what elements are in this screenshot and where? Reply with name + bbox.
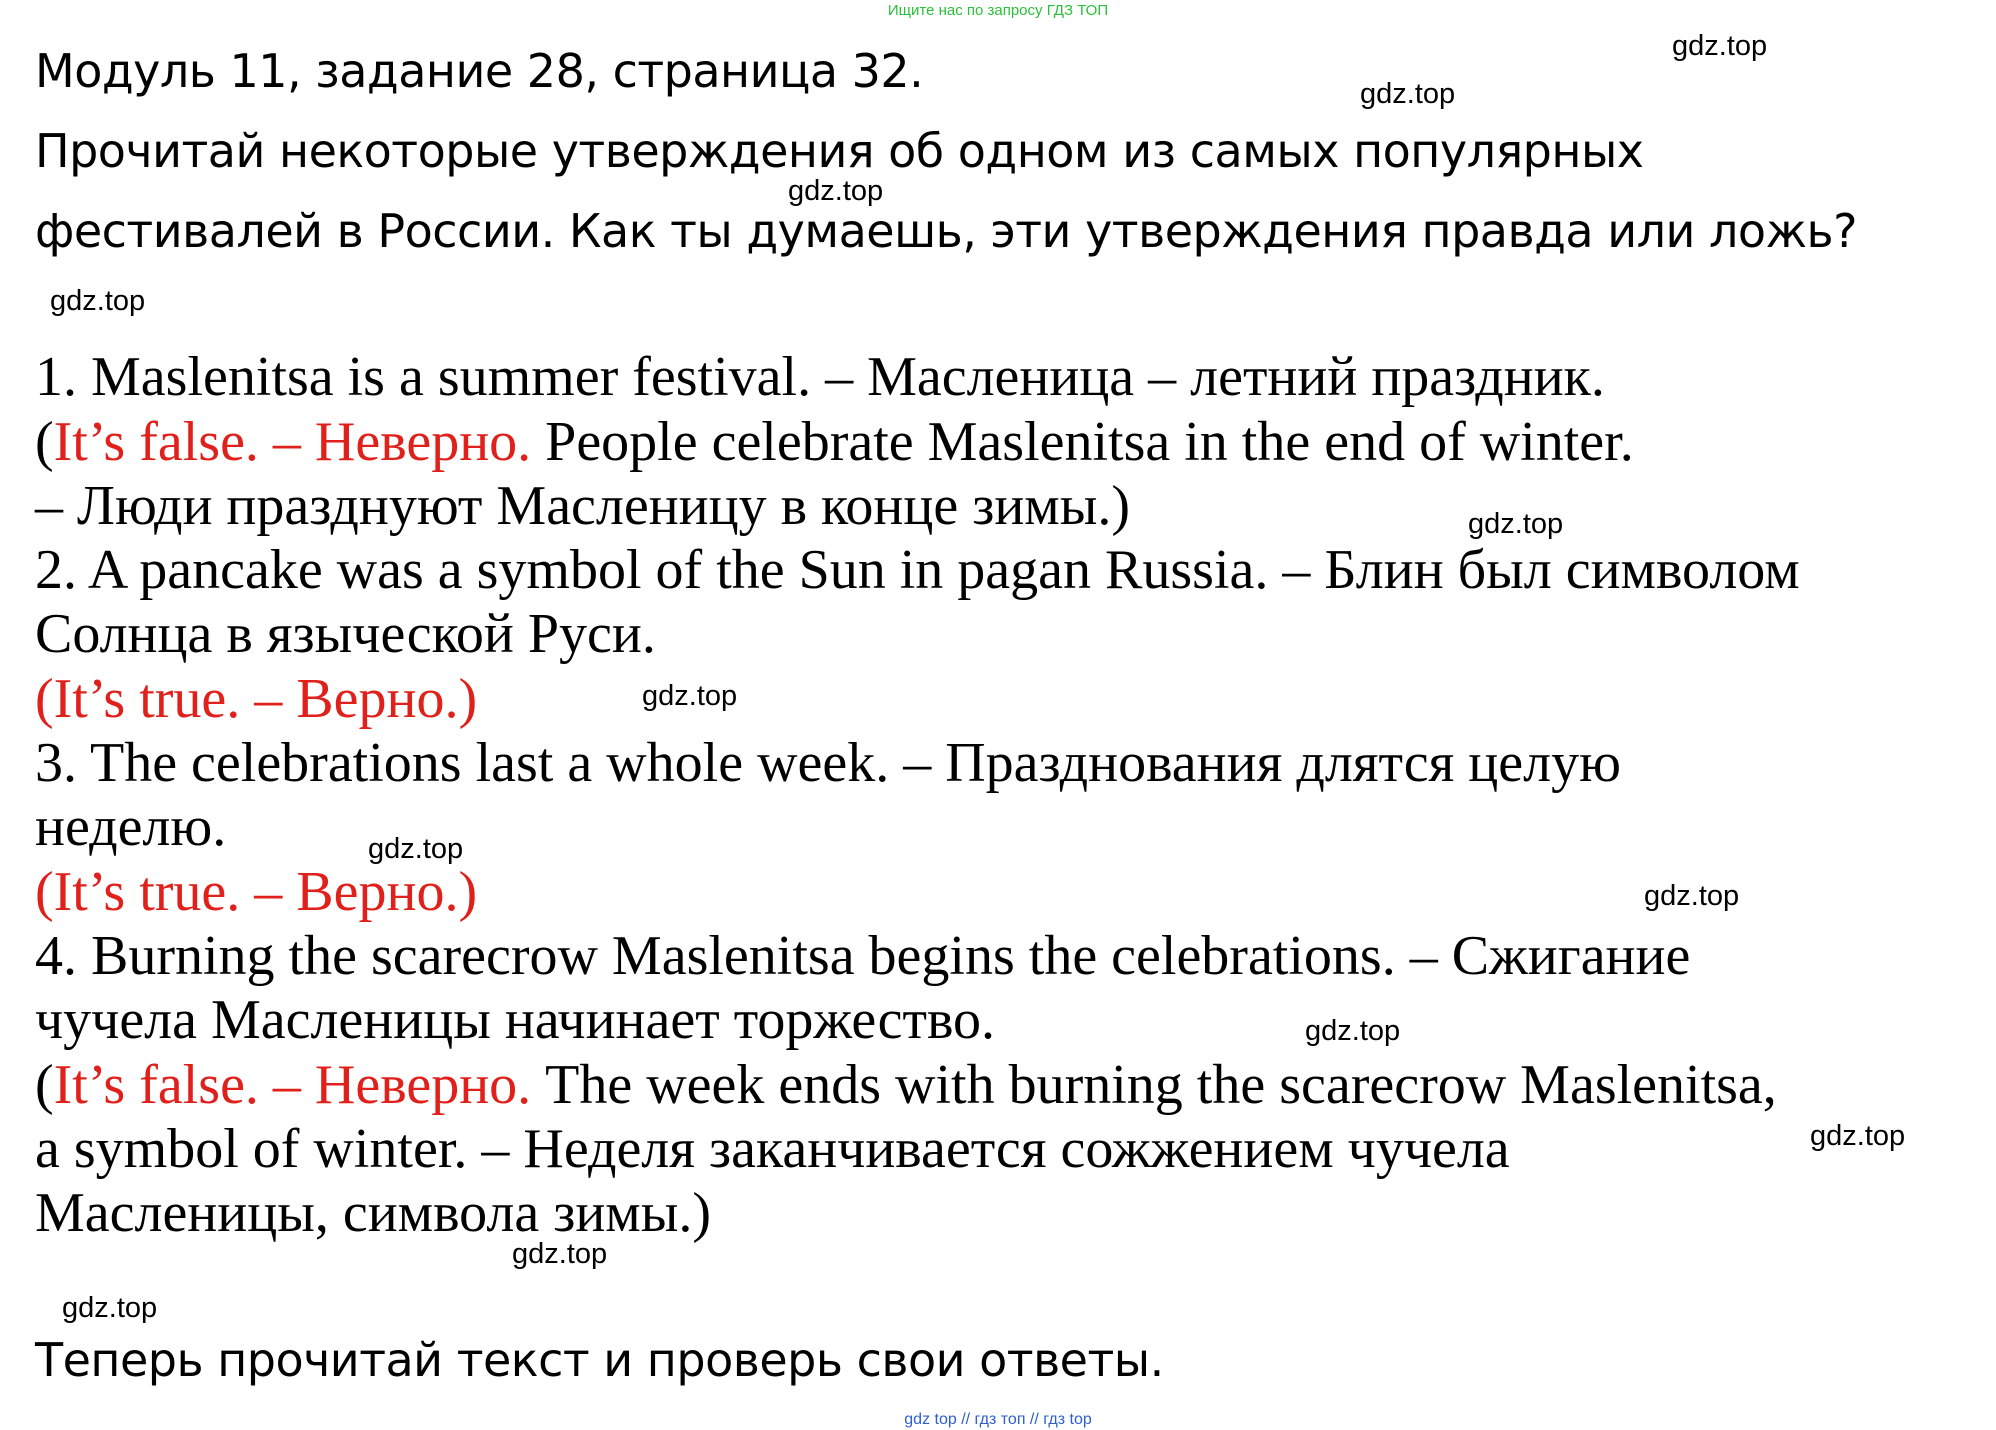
instruction-line-1: Прочитай некоторые утверждения об одном из самых популярных: [35, 124, 1644, 178]
answer-4-open-paren: (: [35, 1054, 54, 1116]
answer-4-line-1: [35, 1053, 1777, 1117]
watermark: gdz.top: [512, 1238, 608, 1270]
watermark: gdz.top: [1644, 880, 1740, 912]
answer-2: (It’s true. – Верно.): [35, 668, 478, 730]
statement-4-line-2: чучела Масленицы начинает торжество.: [35, 989, 996, 1051]
watermark: gdz.top: [62, 1292, 158, 1324]
instruction-line-2: фестивалей в России. Как ты думаешь, эти утверждения правда или ложь?: [35, 204, 1858, 258]
answer-3: (It’s true. – Верно.): [35, 861, 478, 923]
watermark: gdz.top: [642, 680, 738, 712]
statement-2-line-2: Солнца в языческой Руси.: [35, 603, 656, 665]
answer-1-line-2: – Люди празднуют Масленицу в конце зимы.): [35, 475, 1131, 537]
page-title: Модуль 11, задание 28, страница 32.: [35, 44, 924, 98]
answer-4-explanation: The week ends with burning the scarecrow Maslenitsa,: [531, 1054, 1777, 1116]
statement-3-line-2: неделю.: [35, 796, 227, 858]
watermark: gdz.top: [1468, 508, 1564, 540]
top-banner: Ищите нас по запросу ГДЗ ТОП: [887, 2, 1109, 19]
statement-1: 1. Maslenitsa is a summer festival. – Масленица – летний праздник.: [35, 346, 1605, 408]
answer-4-verdict: It’s false. – Неверно.: [53, 1054, 532, 1116]
watermark: gdz.top: [368, 833, 464, 865]
answer-4-line-3: Масленицы, символа зимы.): [35, 1182, 712, 1244]
watermark: gdz.top: [1672, 30, 1768, 62]
watermark: gdz.top: [50, 285, 146, 317]
watermark: gdz.top: [1810, 1120, 1906, 1152]
watermark: gdz.top: [788, 175, 884, 207]
answer-1-line-1: [35, 410, 1634, 474]
answer-1-open-paren: (: [35, 411, 54, 473]
statement-3-line-1: 3. The celebrations last a whole week. – Празднования длятся целую: [35, 732, 1621, 794]
statement-2-line-1: 2. A pancake was a symbol of the Sun in pagan Russia. – Блин был символом: [35, 539, 1800, 601]
statement-4-line-1: 4. Burning the scarecrow Maslenitsa begins the celebrations. – Сжигание: [35, 925, 1691, 987]
closing-instruction: Теперь прочитай текст и проверь свои ответы.: [35, 1333, 1164, 1387]
watermark: gdz.top: [1360, 78, 1456, 110]
answer-1-explanation: People celebrate Maslenitsa in the end of winter.: [531, 411, 1634, 473]
watermark: gdz.top: [1305, 1015, 1401, 1047]
footer-links: gdz top // гдз топ // гдз top: [904, 1411, 1092, 1428]
answer-1-verdict: It’s false. – Неверно.: [53, 411, 532, 473]
answer-4-line-2: a symbol of winter. – Неделя заканчивается сожжением чучела: [35, 1118, 1510, 1180]
